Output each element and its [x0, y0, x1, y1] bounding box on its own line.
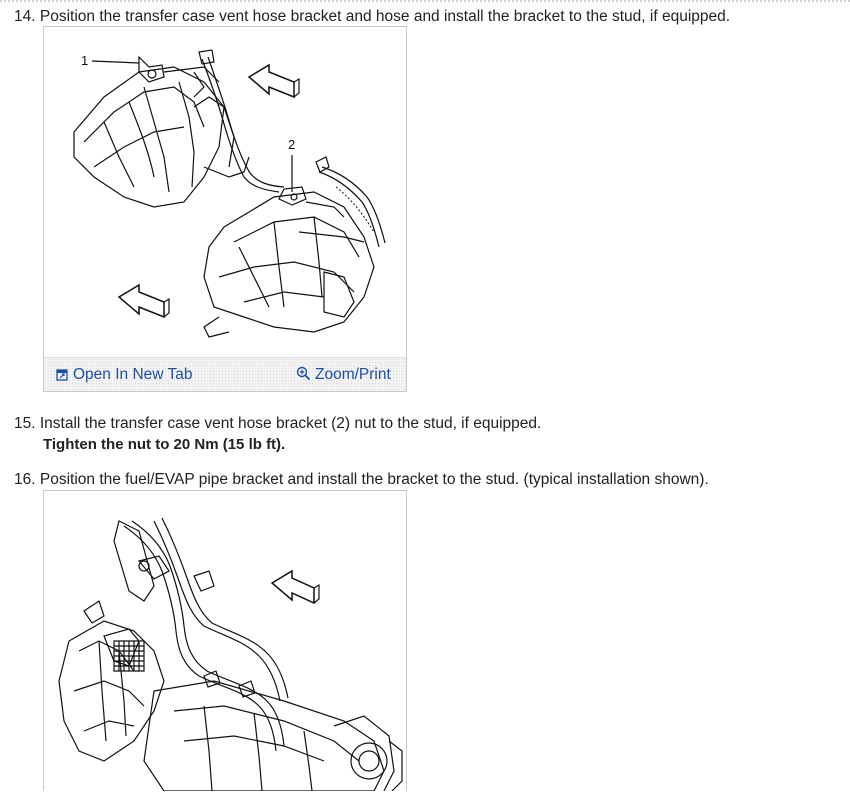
figure-transfer-case-vent-hose [43, 26, 407, 392]
step-number: 16. [14, 471, 36, 488]
callout-1: 1 [81, 53, 89, 68]
torque-spec: Tighten the nut to 20 Nm (15 lb ft). [43, 436, 286, 453]
top-dotted-rule [0, 0, 850, 2]
illustration-transfer-case-vent-hose [44, 27, 406, 357]
step-15 [14, 414, 541, 433]
step-text: Position the fuel/EVAP pipe bracket and install the bracket to the stud. (typical installation shown). [39, 471, 709, 488]
callout-2: 2 [288, 137, 296, 152]
magnifier-icon [296, 366, 311, 381]
step-number: 14. [14, 8, 36, 25]
figure-fuel-evap-pipe-bracket [43, 490, 407, 791]
step-text: Position the transfer case vent hose bracket and hose and install the bracket to the stud, if equipped. [39, 8, 731, 25]
figure-toolbar [44, 357, 406, 391]
open-new-tab-label: Open In New Tab [73, 366, 193, 383]
illustration-fuel-evap-pipe-bracket [44, 491, 406, 791]
step-16 [14, 470, 709, 489]
step-number: 15. [14, 415, 36, 432]
step-text: Install the transfer case vent hose bracket (2) nut to the stud, if equipped. [39, 415, 542, 432]
open-new-tab-icon [56, 368, 69, 381]
step-14 [14, 7, 730, 26]
open-new-tab-link[interactable] [56, 366, 192, 384]
zoom-print-link[interactable] [296, 366, 391, 384]
zoom-print-label: Zoom/Print [315, 366, 391, 383]
